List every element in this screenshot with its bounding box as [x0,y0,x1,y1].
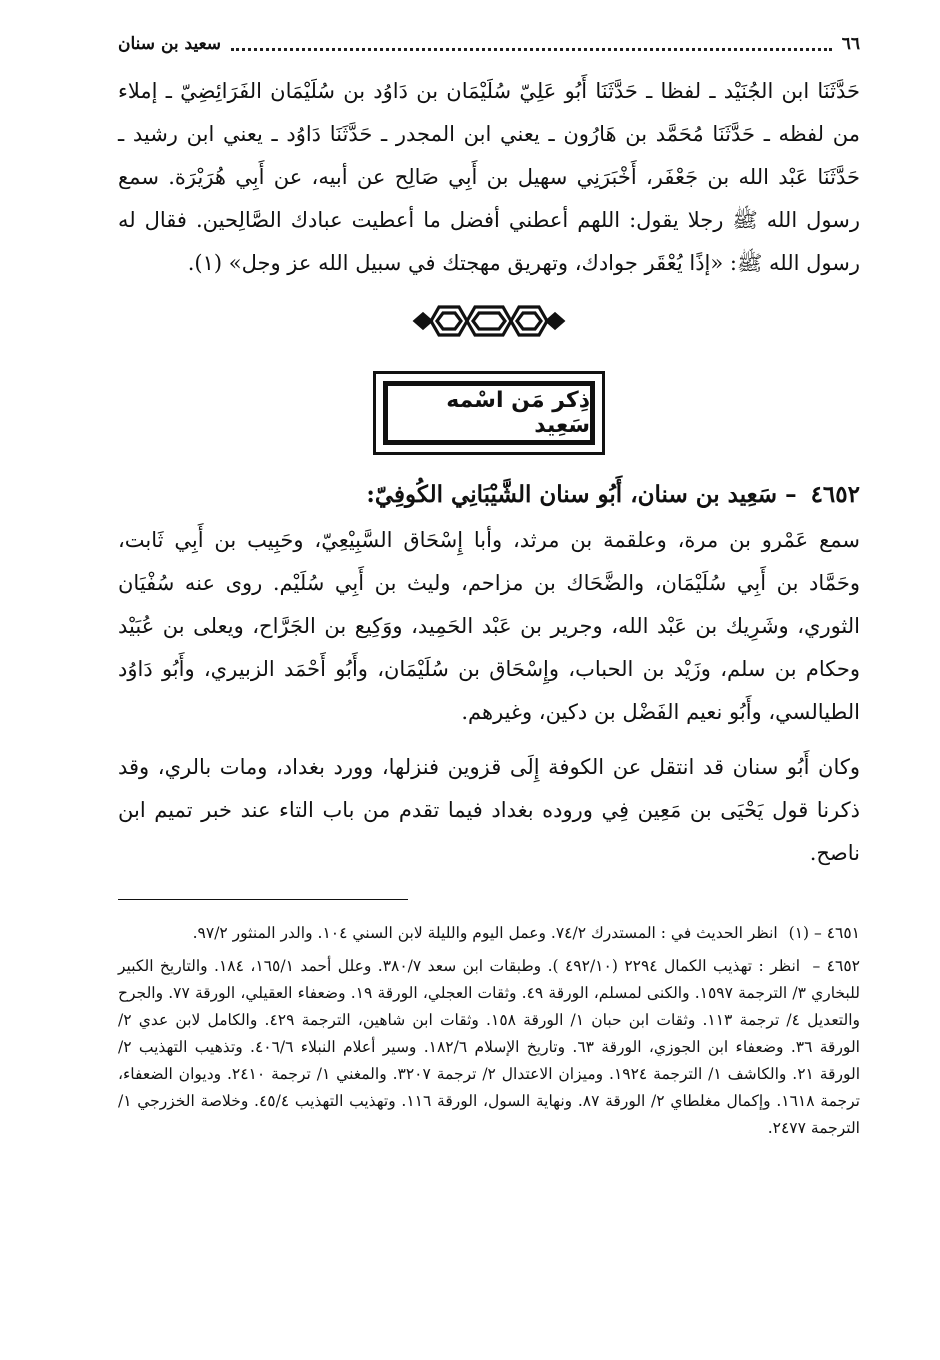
entry-paragraph-2: وكان أَبُو سنان قد انتقل عن الكوفة إِلَى قزوين فنزلها، وورد بغداد، ومات بالري، وقد ذكرنا قول يَحْيَى بن مَعِين فِي وروده بغداد فيما تقدم من باب التاء عند خبر تميم ابن ناصح. [118,755,860,865]
book-page [118,30,860,1148]
section-heading-inner-frame [383,381,595,445]
entry-number: ٤٦٥٢ [810,481,860,508]
footnotes [118,920,860,1142]
section-title: ذِكر مَن اسْمه سَعِيد [446,388,590,438]
page-number: ٦٦ [841,34,860,54]
entry-heading [118,477,860,513]
running-title: سعيد بن سنان [118,34,222,54]
footnote-separator [118,899,408,900]
footnote-item [118,953,860,1142]
footnote-text: انظر : تهذيب الكمال ٢٢٩٤ (٤٩٢/١٠ ). وطبقات ابن سعد ٣٨٠/٧. وعلل أحمد ١٦٥/١، ١٨٤. والتاريخ الكبير للبخاري ٣/ الترجمة ١٥٩٧. والكنى لمسلم، الورقة ٤٩. وثقات العجلي، الورقة ١٩. وضعفاء العقيلي، الورقة ٧٧. والجرح والتعديل ٤/ ترجمة ١١٣. وثقات ابن حبان ١/ الورقة ١٥٨. وثقات ابن شاهين، الترجمة ٤٢٩. والكامل لابن عدي ٢/ الورقة ٣٦. وضعفاء ابن الجوزي، الورقة ٦٣. وتاريخ الإسلام ١٨٢/٦. وسير أعلام النبلاء ٤٠٦/٦. وتذهيب التهذيب ٢/ الورقة ٢١. والكاشف ١/ الترجمة ١٩٢٤. وميزان الاعتدال ٢/ ترجمة ٣٢٠٧. والمغني ١/ ترجمة ٢٤١٠. وديوان الضعفاء، ترجمة ١٦١٨. وإكمال مغلطاي ٢/ الورقة ٨٧. ونهاية السول، الورقة ١١٦. وتهذيب التهذيب ٤٥/٤. وخلاصة الخزرجي ١/ الترجمة ٢٤٧٧. [118,957,860,1137]
section-heading-box [373,371,605,455]
entry-paragraph-1: سمع عَمْرو بن مرة، وعلقمة بن مرثد، وأبا إِسْحَاق السَّبِيْعِيّ، وحَبِيب بن أَبِي ثَابت، وحَمَّاد بن أَبِي سُلَيْمَان، والضَّحَاك بن مزاحم، وليث بن أَبِي سُلَيْم. روى عنه سُفْيَان الثوري، وشَرِيك بن عَبْد الله، وجرير بن عَبْد الحَمِيد، ووَكِيع بن الجَرَّاح، ويعلى بن عُبَيْد وحكام بن سلم، وزَيْد بن الحباب، وإِسْحَاق بن سُلَيْمَان، وأَبُو أَحْمَد الزبيري، وأَبُو دَاوُد الطيالسي، وأَبُو نعيم الفَضْل بن دكين، وغيرهم. [118,528,860,724]
running-header [118,30,860,58]
footnote-item [118,920,860,947]
entry-dash: – [785,481,797,508]
ornament-divider-icon [409,299,569,343]
intro-paragraph: حَدَّثَنَا ابن الجُنَيْد ـ لفظا ـ حَدَّثَنَا أَبُو عَلِيّ سُلَيْمَان بن دَاوُد بن سُلَيْمَان الفَرَائِضِيّ ـ إملاء من لفظه ـ حَدَّثَنَا مُحَمَّد بن هَارُون ـ يعني ابن المجدر ـ حَدَّثَنَا دَاوُد ـ يعني ابن رشيد ـ حَدَّثَنَا عَبْد الله بن جَعْفَر، أَخْبَرَنِي سهيل بن أَبِي صَالِح عن أبيه، عن أَبِي هُرَيْرَة. سمع رسول الله ﷺ رجلا يقول: اللهم أعطني أفضل ما أعطيت عبادك الصَّالِحين. فقال له رسول الله ﷺ: «إذًا يُعْقَر جوادك، وتهريق مهجتك في سبيل الله عز وجل» (١). [118,79,860,275]
entry-title: سَعِيد بن سنان، أَبُو سنان الشَّيْبَانِي الكُوفِيّ: [366,481,778,508]
leader-dots [231,38,832,51]
footnote-text: انظر الحديث في : المستدرك ٧٤/٢. وعمل اليوم والليلة لابن السني ١٠٤. والدر المنثور ٩٧/٢. [192,924,778,942]
footnote-label: ٤٦٥١ – (١) [788,924,860,942]
footnote-label: ٤٦٥٢ – [812,957,860,975]
